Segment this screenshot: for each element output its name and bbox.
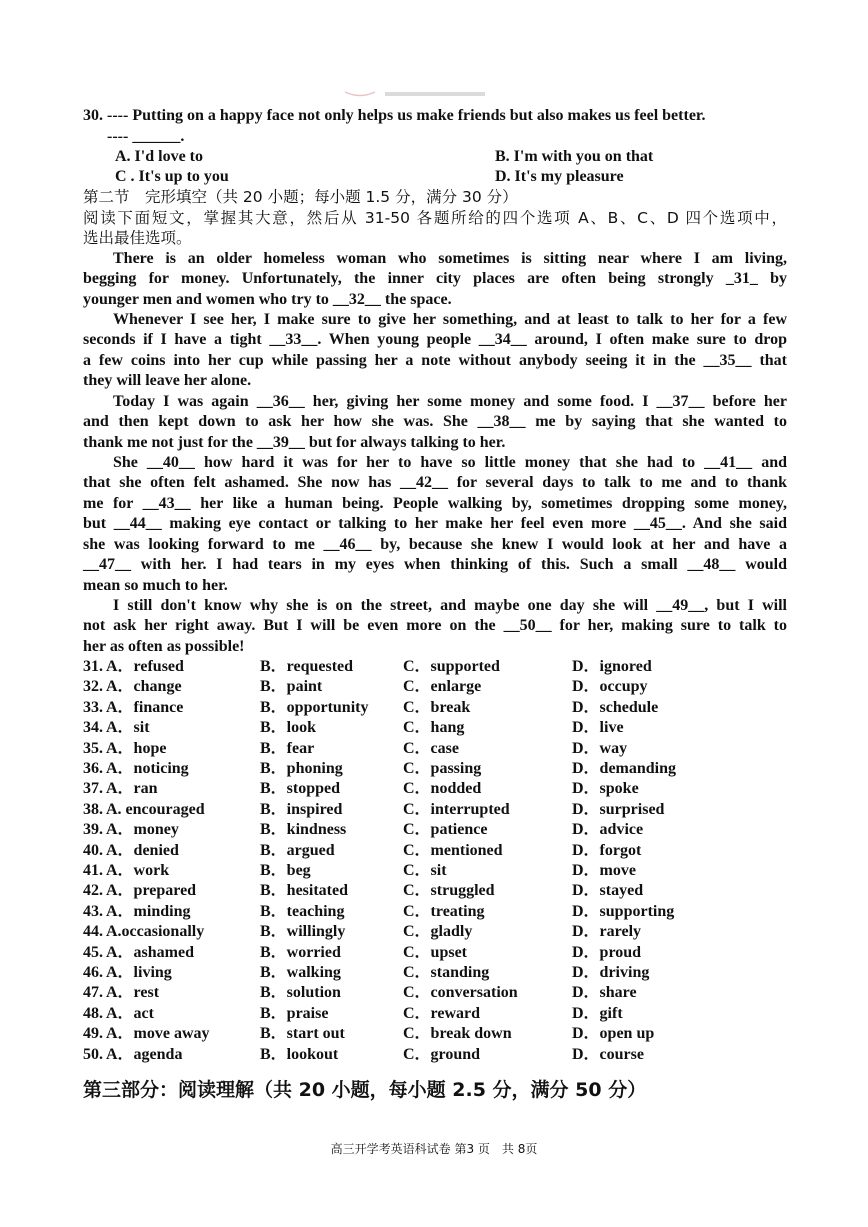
choice-row xyxy=(83,759,787,779)
passage-line: thank me not just for the __39__ but for always talking to her. xyxy=(83,434,506,451)
option-a: A．finance xyxy=(106,698,184,716)
option-b: B．lookout xyxy=(260,1045,339,1063)
question-number: 33. xyxy=(83,698,103,716)
question-number: 47. xyxy=(83,984,103,1002)
question-number: 44. xyxy=(83,923,103,941)
option-a: A．change xyxy=(106,678,182,696)
section3-heading: 第三部分：阅读理解（共 20 小题，每小题 2.5 分，满分 50 分） xyxy=(83,1079,647,1101)
option-c: C．struggled xyxy=(403,882,495,900)
option-b: B．start out xyxy=(260,1025,345,1043)
option-b: B．requested xyxy=(260,658,354,675)
choice-row xyxy=(83,963,787,983)
passage-line: I still don't know why she is on the street, and maybe one day she will __49__, but I will xyxy=(113,597,787,614)
option-b: B．inspired xyxy=(260,800,343,818)
section2-heading: 第二节 完形填空（共 20 小题；每小题 1.5 分，满分 30 分） xyxy=(83,188,518,206)
option-c: C．enlarge xyxy=(403,678,482,696)
passage-line: begging for money. Unfortunately, the inner city places are often being strongly _31_ by xyxy=(83,270,787,287)
section2-instruction-line1: 阅读下面短文，掌握其大意，然后从 31-50 各题所给的四个选项 A、B、C、D 四个选项中， xyxy=(83,209,787,227)
option-d: D．spoke xyxy=(572,780,639,798)
passage-line: me for __43__ her like a human being. People walking by, sometimes dropping some money, xyxy=(83,495,787,512)
question-number: 36. xyxy=(83,760,103,777)
passage-line: not ask her right away. But I will be even more on the __50__ for her, making sure to talk to xyxy=(83,617,787,634)
question-number: 31. xyxy=(83,658,103,675)
choice-row xyxy=(83,1045,787,1065)
choice-row xyxy=(83,657,787,677)
option-c: C．gladly xyxy=(403,923,473,941)
page-footer: 高三开学考英语科试卷 第3 页 共 8页 xyxy=(330,1142,538,1156)
option-b: B．hesitated xyxy=(260,882,349,900)
q30-stem: 30. ---- Putting on a happy face not only helps us make friends but also makes us feel better. xyxy=(83,107,706,124)
option-a: A. encouraged xyxy=(106,800,205,818)
option-d: D．driving xyxy=(572,964,650,981)
passage-line: and then kept down to ask her how she was. She __38__ me by saying that she wanted to xyxy=(83,413,787,430)
passage-line: Whenever I see her, I make sure to give her something, and at least to talk to her for a few xyxy=(113,311,787,328)
question-number: 38. xyxy=(83,800,103,818)
option-d: D．way xyxy=(572,739,628,757)
q30-option-c: C . It's up to you xyxy=(115,168,229,185)
passage-line: they will leave her alone. xyxy=(83,372,252,389)
question-number: 40. xyxy=(83,841,103,859)
option-b: B．walking xyxy=(260,964,341,981)
option-d: D．rarely xyxy=(572,923,642,941)
option-a: A．living xyxy=(106,964,172,981)
question-number: 45. xyxy=(83,943,103,961)
choice-row xyxy=(83,841,787,861)
q30-option-b: B. I'm with you on that xyxy=(495,148,654,165)
option-d: D．schedule xyxy=(572,698,659,716)
option-c: C．case xyxy=(403,739,459,757)
option-c: C．passing xyxy=(403,760,482,777)
question-number: 35. xyxy=(83,739,103,757)
passage-line: she was looking forward to me __46__ by, because she knew I would look at her and have a xyxy=(83,536,787,553)
passage-line: her as often as possible! xyxy=(83,638,245,655)
question-number: 41. xyxy=(83,862,103,879)
option-d: D．gift xyxy=(572,1004,623,1022)
option-b: B．paint xyxy=(260,678,323,696)
option-b: B．kindness xyxy=(260,821,347,839)
option-b: B．opportunity xyxy=(260,698,369,716)
q30-blank: ---- ______. xyxy=(107,128,185,145)
choice-row xyxy=(83,800,787,820)
option-d: D．supporting xyxy=(572,902,675,920)
question-number: 46. xyxy=(83,964,103,981)
option-a: A．noticing xyxy=(106,760,189,777)
choice-row xyxy=(83,739,787,759)
q30-option-d: D. It's my pleasure xyxy=(495,168,624,185)
option-b: B．phoning xyxy=(260,760,343,777)
passage-line: There is an older homeless woman who sometimes is sitting near where I am living, xyxy=(113,250,787,267)
passage-line: She __40__ how hard it was for her to have so little money that she had to __41__ and xyxy=(113,454,787,471)
option-d: D．live xyxy=(572,719,624,737)
choice-row xyxy=(83,983,787,1003)
passage-line: Today I was again __36__ her, giving her some money and some food. I __37__ before her xyxy=(113,393,787,410)
choice-row xyxy=(83,698,787,718)
option-c: C．patience xyxy=(403,821,488,839)
option-a: A．rest xyxy=(106,984,160,1002)
option-a: A．refused xyxy=(106,658,184,675)
choice-row xyxy=(83,902,787,922)
option-b: B．fear xyxy=(260,739,315,757)
passage-line: but __44__ making eye contact or talking to her make her feel even more __45__. And she said xyxy=(83,515,787,532)
option-c: C．break down xyxy=(403,1025,512,1043)
question-number: 42. xyxy=(83,882,103,900)
option-b: B．beg xyxy=(260,862,311,879)
option-c: C．supported xyxy=(403,658,500,675)
option-c: C．nodded xyxy=(403,780,482,798)
option-a: A.occasionally xyxy=(106,923,205,941)
option-d: D．ignored xyxy=(572,658,652,675)
option-a: A．hope xyxy=(106,739,167,757)
option-b: B．stopped xyxy=(260,780,341,798)
option-a: A．ran xyxy=(106,780,158,798)
question-number: 43. xyxy=(83,902,103,920)
option-a: A．agenda xyxy=(106,1045,183,1063)
option-c: C．hang xyxy=(403,719,465,737)
option-b: B．solution xyxy=(260,984,341,1002)
option-d: D．surprised xyxy=(572,800,665,818)
option-a: A．money xyxy=(106,821,179,839)
question-number: 39. xyxy=(83,821,103,839)
passage-line: that she often felt ashamed. She now has __42__ for several days to talk to me and to thank xyxy=(83,474,787,491)
question-number: 50. xyxy=(83,1045,103,1063)
choice-row xyxy=(83,718,787,738)
option-c: C．sit xyxy=(403,862,447,879)
school-logo-watermark xyxy=(340,90,490,98)
choice-row xyxy=(83,677,787,697)
option-c: C．ground xyxy=(403,1045,481,1063)
choice-row xyxy=(83,779,787,799)
question-number: 49. xyxy=(83,1025,103,1043)
option-a: A．act xyxy=(106,1004,154,1022)
option-d: D．demanding xyxy=(572,760,677,777)
choice-row xyxy=(83,1004,787,1024)
question-number: 32. xyxy=(83,678,103,696)
option-b: B．willingly xyxy=(260,923,346,941)
option-d: D．forgot xyxy=(572,841,642,859)
option-a: A．ashamed xyxy=(106,943,195,961)
option-a: A．work xyxy=(106,862,170,879)
option-d: D．advice xyxy=(572,821,644,839)
section2-instruction-line2: 选出最佳选项。 xyxy=(83,229,192,247)
option-d: D．stayed xyxy=(572,882,644,900)
choice-row xyxy=(83,881,787,901)
choice-row xyxy=(83,861,787,881)
option-c: C．mentioned xyxy=(403,841,503,859)
passage-line: younger men and women who try to __32__ the space. xyxy=(83,291,452,308)
option-a: A．prepared xyxy=(106,882,197,900)
option-d: D．share xyxy=(572,984,637,1002)
option-c: C．conversation xyxy=(403,984,518,1002)
option-b: B．teaching xyxy=(260,902,345,920)
q30-option-a: A. I'd love to xyxy=(115,148,203,165)
option-c: C．break xyxy=(403,698,471,716)
choice-row xyxy=(83,1024,787,1044)
option-a: A．denied xyxy=(106,841,179,859)
option-b: B．worried xyxy=(260,943,341,961)
option-c: C．interrupted xyxy=(403,800,510,818)
choice-row xyxy=(83,943,787,963)
question-number: 34. xyxy=(83,719,103,737)
passage-line: __47__ with her. I had tears in my eyes when thinking of this. Such a small __48__ would xyxy=(83,556,787,573)
question-number: 37. xyxy=(83,780,103,798)
option-b: B．look xyxy=(260,719,317,737)
option-a: A．sit xyxy=(106,719,150,737)
option-d: D．occupy xyxy=(572,678,648,696)
option-d: D．move xyxy=(572,862,636,879)
option-a: A．move away xyxy=(106,1025,210,1043)
option-d: D．proud xyxy=(572,943,642,961)
option-d: D．open up xyxy=(572,1025,655,1043)
choice-row xyxy=(83,820,787,840)
option-c: C．treating xyxy=(403,902,485,920)
passage-line: seconds if I have a tight __33__. When young people __34__ around, I often make sure to drop xyxy=(83,331,787,348)
option-d: D．course xyxy=(572,1045,644,1063)
option-a: A．minding xyxy=(106,902,191,920)
option-b: B．praise xyxy=(260,1004,329,1022)
choice-row xyxy=(83,922,787,942)
question-number: 48. xyxy=(83,1004,103,1022)
option-b: B．argued xyxy=(260,841,335,859)
passage-line: mean so much to her. xyxy=(83,577,228,594)
option-c: C．reward xyxy=(403,1004,481,1022)
passage-line: a few coins into her cup while passing her a note without anybody seeing it in the __35__ that xyxy=(83,352,787,369)
option-c: C．standing xyxy=(403,964,490,981)
option-c: C．upset xyxy=(403,943,468,961)
